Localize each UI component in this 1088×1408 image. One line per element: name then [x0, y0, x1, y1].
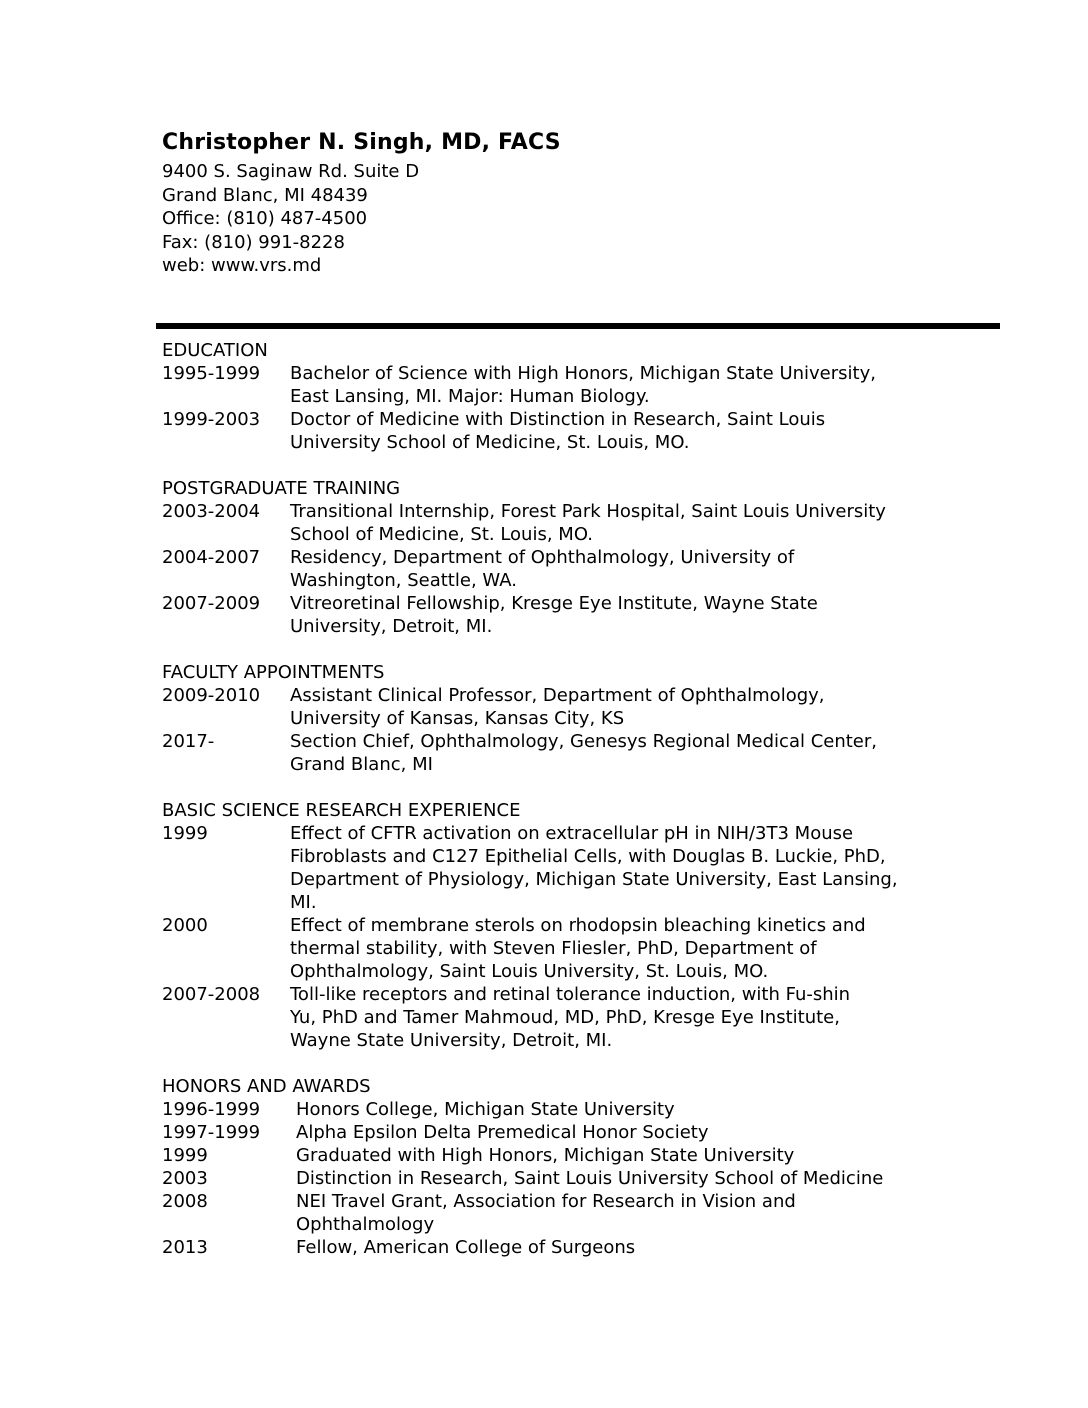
contact-block — [162, 160, 419, 278]
entry-text: Assistant Clinical Professor, Department of Ophthalmology, — [290, 685, 825, 706]
entry-years: 2004-2007 — [162, 547, 261, 568]
entry-text: NEI Travel Grant, Association for Research in Vision and — [296, 1191, 796, 1212]
entry-text: Washington, Seattle, WA. — [290, 570, 517, 591]
list-item — [162, 1190, 962, 1236]
entry-text: University School of Medicine, St. Louis, MO. — [290, 432, 690, 453]
entry-years: 2007-2008 — [162, 984, 261, 1005]
section-title: POSTGRADUATE TRAINING — [162, 478, 401, 499]
fax-number: Fax: (810) 991-8228 — [162, 231, 345, 253]
list-item — [162, 730, 962, 776]
list-item — [162, 408, 962, 454]
entry-text: Graduated with High Honors, Michigan State University — [296, 1145, 795, 1166]
entry-text: University of Kansas, Kansas City, KS — [290, 708, 625, 729]
section-title: BASIC SCIENCE RESEARCH EXPERIENCE — [162, 800, 521, 821]
section-faculty-appointments — [162, 661, 962, 776]
entry-text: Distinction in Research, Saint Louis University School of Medicine — [296, 1168, 884, 1189]
entry-years: 2017- — [162, 731, 215, 752]
entry-text: Fellow, American College of Surgeons — [296, 1237, 636, 1258]
list-item — [162, 1167, 962, 1190]
entry-years: 2013 — [162, 1237, 208, 1258]
entry-text: Vitreoretinal Fellowship, Kresge Eye Institute, Wayne State — [290, 593, 818, 614]
entry-text: University, Detroit, MI. — [290, 616, 493, 637]
list-item — [162, 362, 962, 408]
list-item — [162, 500, 962, 546]
entry-text: Wayne State University, Detroit, MI. — [290, 1030, 613, 1051]
entry-text: Transitional Internship, Forest Park Hospital, Saint Louis University — [290, 501, 886, 522]
entry-years: 2009-2010 — [162, 685, 261, 706]
list-item — [162, 1121, 962, 1144]
entry-years: 2007-2009 — [162, 593, 261, 614]
entry-text: Honors College, Michigan State University — [296, 1099, 675, 1120]
entry-years: 1999-2003 — [162, 409, 261, 430]
section-postgraduate-training — [162, 477, 962, 638]
section-title: HONORS AND AWARDS — [162, 1076, 371, 1097]
entry-years: 1999 — [162, 823, 208, 844]
entry-text: School of Medicine, St. Louis, MO. — [290, 524, 593, 545]
entry-text: Yu, PhD and Tamer Mahmoud, MD, PhD, Kresge Eye Institute, — [290, 1007, 840, 1028]
office-phone: Office: (810) 487-4500 — [162, 208, 368, 229]
list-item — [162, 684, 962, 730]
entry-text: Toll-like receptors and retinal tolerance induction, with Fu-shin — [290, 984, 851, 1005]
header-divider — [156, 323, 1000, 329]
entry-text: Alpha Epsilon Delta Premedical Honor Society — [296, 1122, 709, 1143]
entry-text: East Lansing, MI. Major: Human Biology. — [290, 386, 650, 407]
entry-text: Department of Physiology, Michigan State University, East Lansing, — [290, 869, 898, 890]
address-line-2: Grand Blanc, MI 48439 — [162, 184, 368, 206]
section-title: EDUCATION — [162, 340, 268, 361]
section-research-experience — [162, 799, 962, 1052]
entry-years: 1995-1999 — [162, 363, 261, 384]
section-title: FACULTY APPOINTMENTS — [162, 662, 385, 683]
section-education — [162, 339, 962, 454]
entry-text: Residency, Department of Ophthalmology, University of — [290, 547, 795, 568]
entry-text: Section Chief, Ophthalmology, Genesys Regional Medical Center, — [290, 731, 878, 752]
page-title: Christopher N. Singh, MD, FACS — [162, 130, 561, 155]
entry-text: Grand Blanc, MI — [290, 754, 433, 775]
entry-years: 2003 — [162, 1168, 208, 1189]
entry-text: Bachelor of Science with High Honors, Michigan State University, — [290, 363, 876, 384]
entry-text: MI. — [290, 892, 317, 913]
list-item — [162, 914, 962, 983]
list-item — [162, 1144, 962, 1167]
entry-years: 1999 — [162, 1145, 208, 1166]
entry-text: Effect of CFTR activation on extracellular pH in NIH/3T3 Mouse — [290, 823, 854, 844]
list-item — [162, 592, 962, 638]
entry-text: thermal stability, with Steven Fliesler, PhD, Department of — [290, 938, 817, 959]
entry-years: 2003-2004 — [162, 501, 261, 522]
list-item — [162, 1098, 962, 1121]
list-item — [162, 822, 962, 914]
entry-text: Effect of membrane sterols on rhodopsin bleaching kinetics and — [290, 915, 866, 936]
list-item — [162, 1236, 962, 1259]
entry-years: 1997-1999 — [162, 1122, 261, 1143]
list-item — [162, 983, 962, 1052]
entry-years: 2000 — [162, 915, 208, 936]
website: web: www.vrs.md — [162, 255, 322, 276]
entry-text: Ophthalmology — [296, 1214, 435, 1235]
entry-years: 1996-1999 — [162, 1099, 261, 1120]
entry-text: Doctor of Medicine with Distinction in Research, Saint Louis — [290, 409, 826, 430]
entry-text: Fibroblasts and C127 Epithelial Cells, with Douglas B. Luckie, PhD, — [290, 846, 886, 867]
section-honors-awards — [162, 1075, 962, 1259]
entry-years: 2008 — [162, 1191, 208, 1212]
list-item — [162, 546, 962, 592]
address-line-1: 9400 S. Saginaw Rd. Suite D — [162, 161, 420, 182]
entry-text: Ophthalmology, Saint Louis University, St. Louis, MO. — [290, 961, 769, 982]
